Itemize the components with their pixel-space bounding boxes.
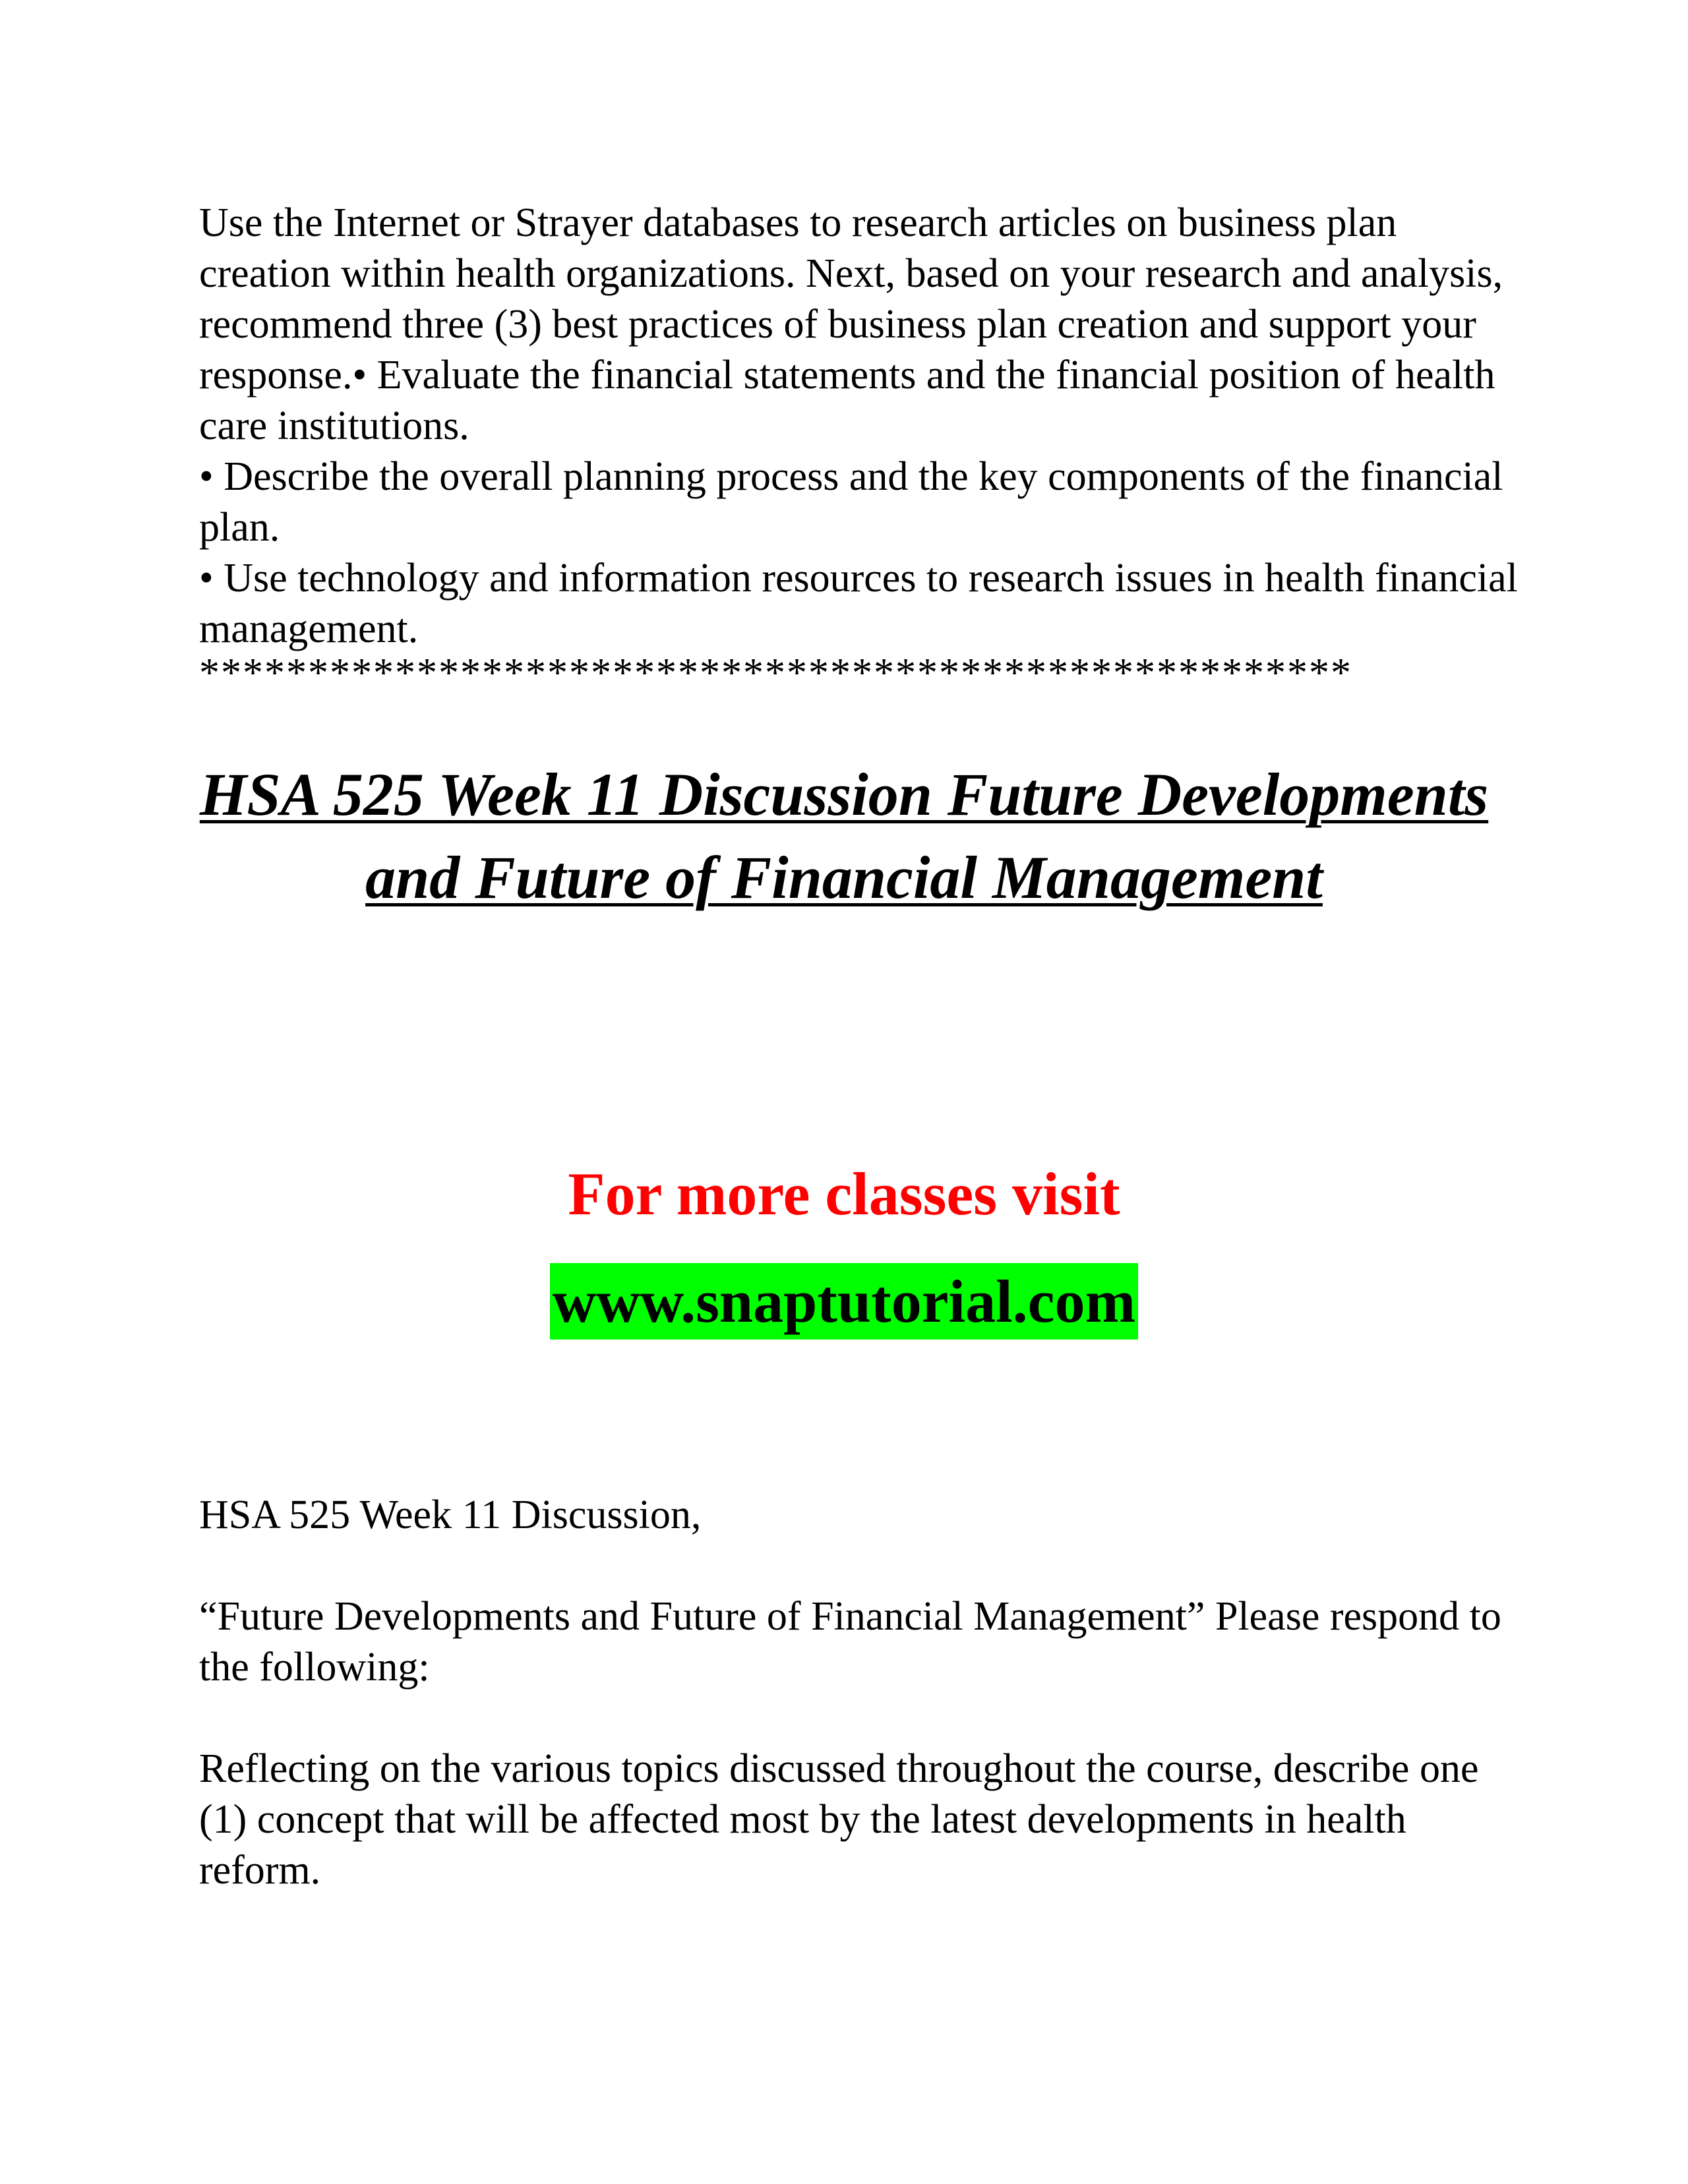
discussion-question: Reflecting on the various topics discussed throughout the course, describe one (1) concept that will be affected most by the latest developments in health reform. [199, 1746, 1479, 1893]
bullet-technology-resources: • Use technology and information resources to research issues in health financial management. [199, 556, 1518, 651]
document-title: HSA 525 Week 11 Discussion Future Developments and Future of Financial Management [199, 761, 1489, 911]
discussion-prompt: “Future Developments and Future of Financial Management” Please respond to the following: [199, 1594, 1501, 1690]
intro-paragraph: Use the Internet or Strayer databases to research articles on business plan creation within health organizations. Next, based on your research and analysis, recommend three (3) best practices of business plan creation and support your response.• Evaluate the financial statements and the financial position of health care institutions. [199, 200, 1503, 448]
paragraph-spacer [199, 1541, 1518, 1591]
discussion-section [199, 1490, 1518, 1896]
promo-text: For more classes visit [568, 1160, 1120, 1227]
website-line [198, 1263, 1490, 1340]
website-link[interactable]: www.snaptutorial.com [550, 1263, 1138, 1340]
paragraph-spacer [199, 1693, 1518, 1744]
separator-line: ***************************************************** [199, 655, 1352, 692]
bullet-planning-process: • Describe the overall planning process and the key components of the financial plan. [199, 454, 1503, 550]
intro-section [199, 198, 1518, 692]
discussion-heading: HSA 525 Week 11 Discussion, [199, 1492, 702, 1537]
